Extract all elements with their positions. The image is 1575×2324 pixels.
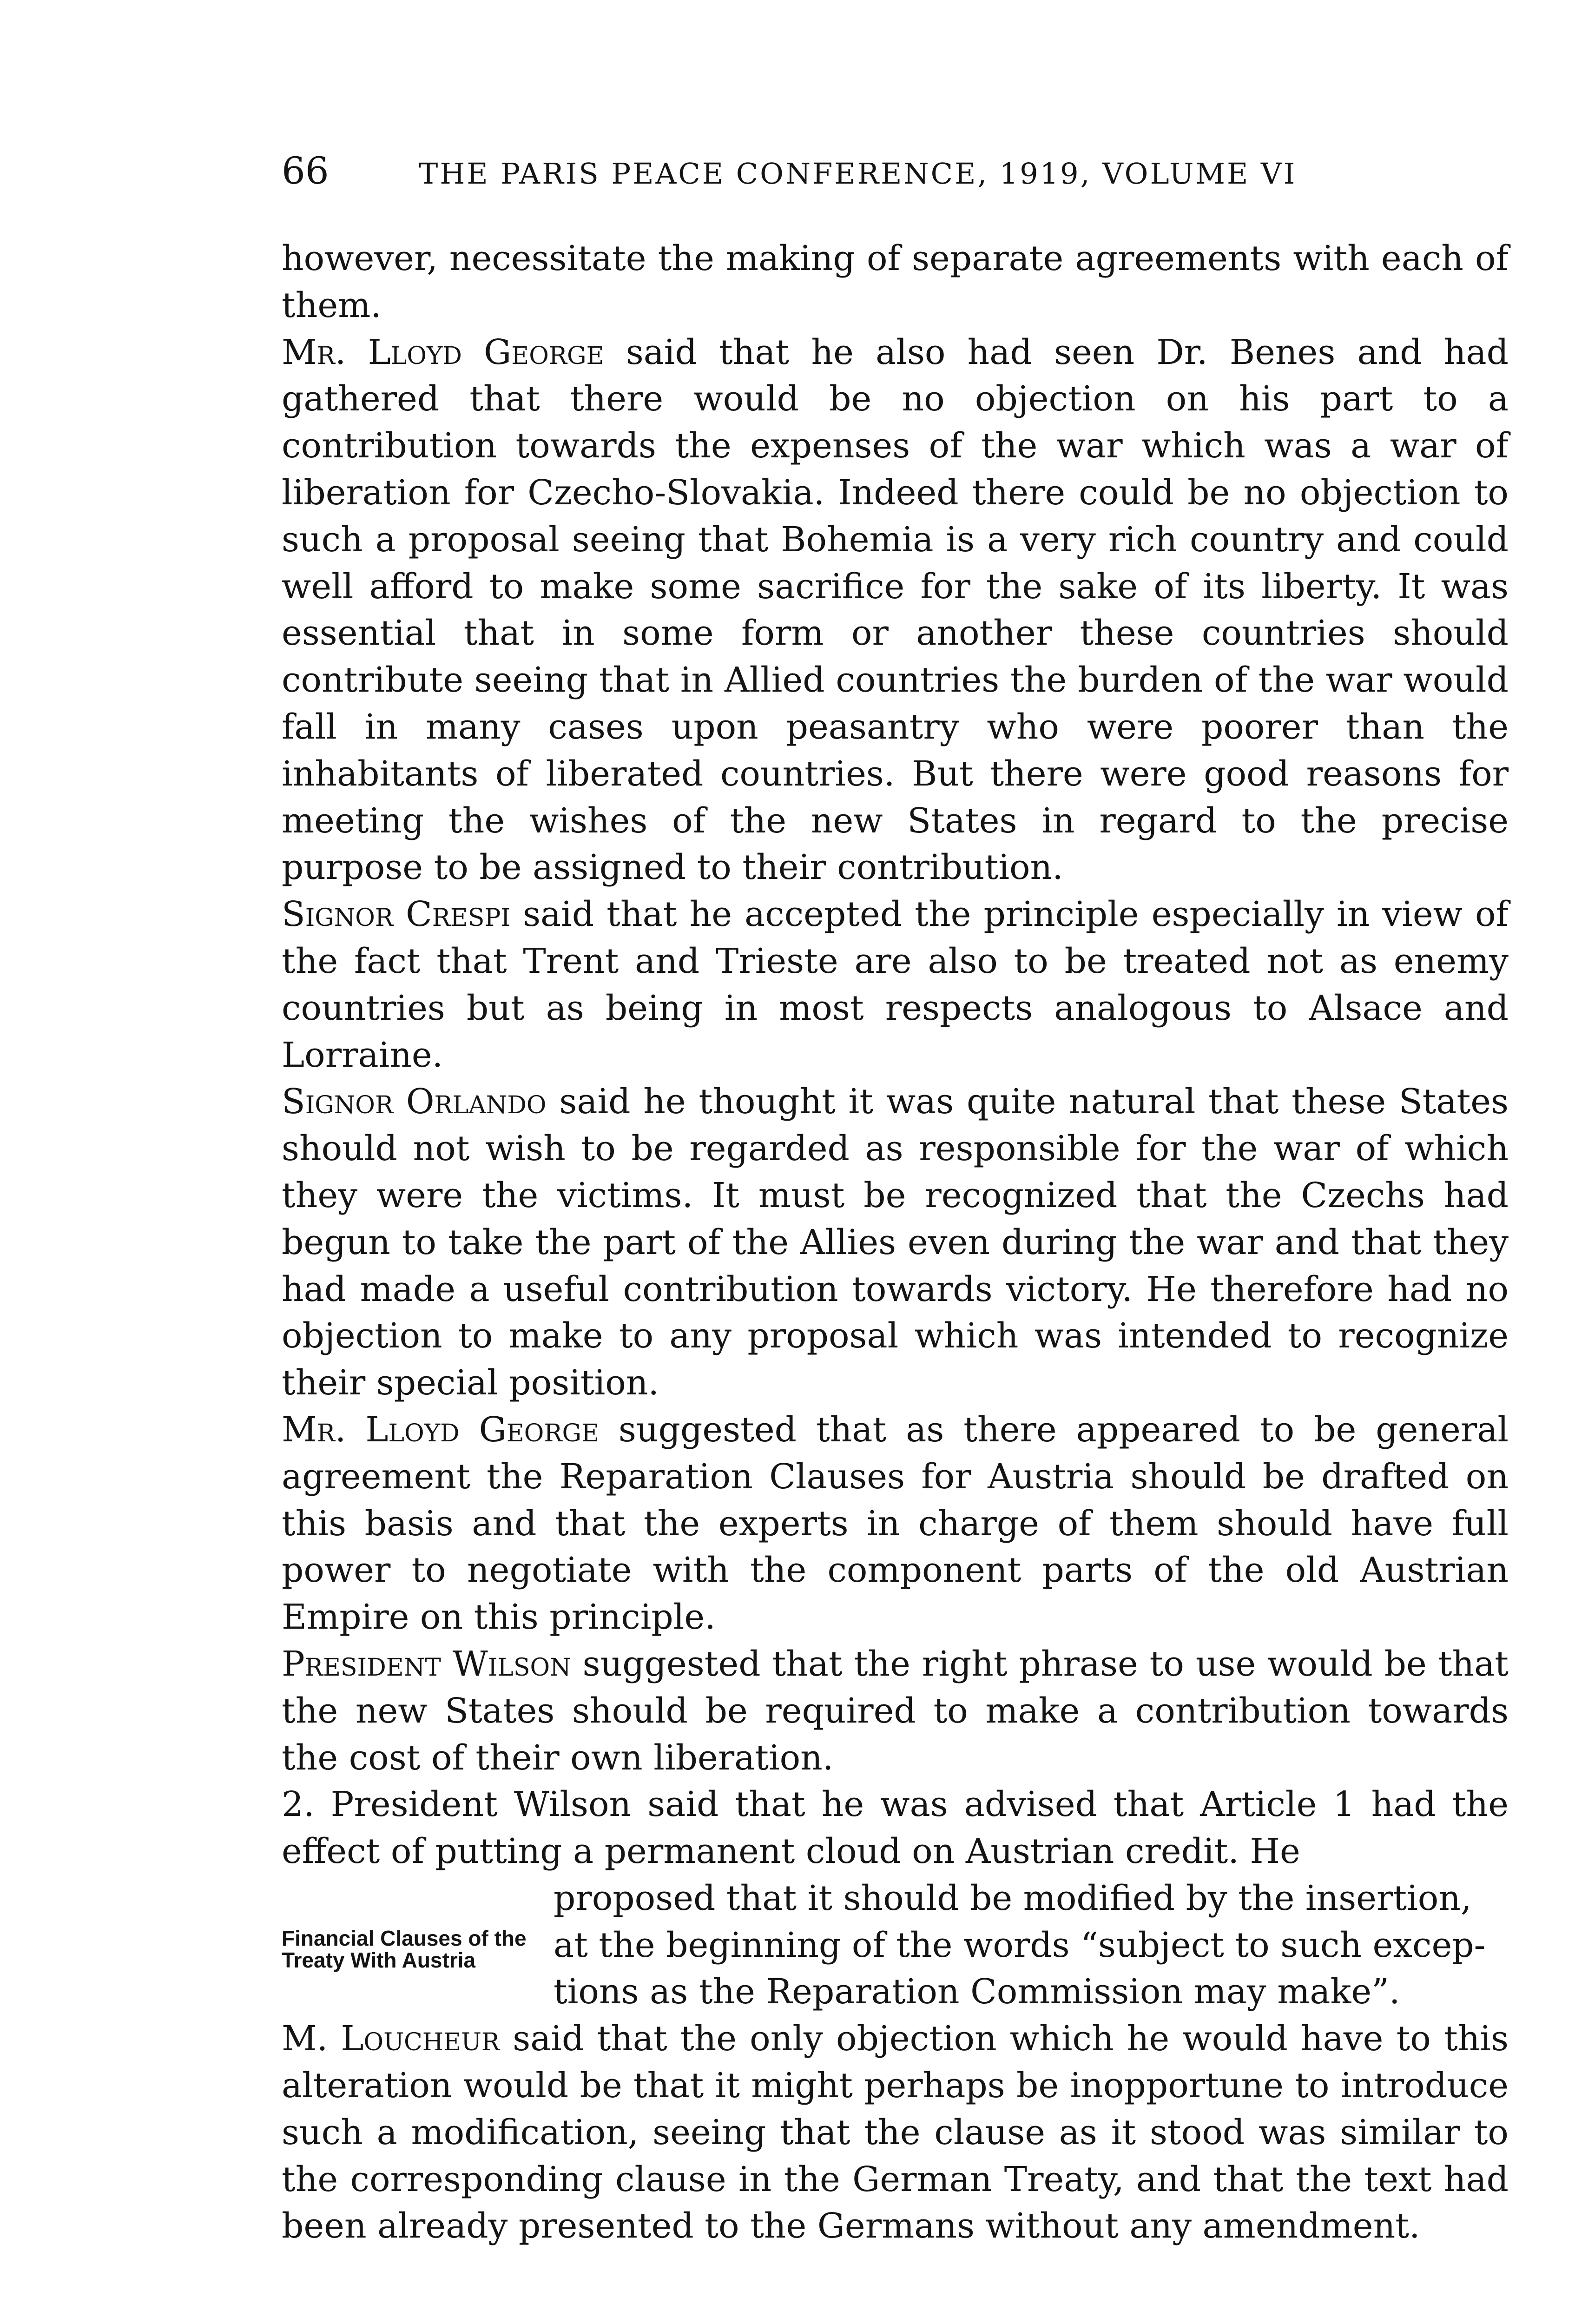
- paragraph: [282, 329, 1509, 891]
- text-line: proposed that it should be modified by the insertion,: [554, 1878, 1472, 1918]
- paragraph-text: 2. President Wilson said that he was advised that Article 1 had the effect of putting a permanent cloud on Austrian credit. He: [282, 1784, 1509, 1872]
- paragraph: [282, 1406, 1509, 1641]
- speaker-name: President Wilson: [282, 1644, 571, 1684]
- paragraph-text: suggested that as there appeared to be general agreement the Reparation Clauses for Austria should be drafted on this basis and that the experts in charge of them should have full power to negotiate with the component parts of the old Austrian Empire on this principle.: [282, 1409, 1509, 1637]
- speaker-name: Mr. Lloyd George: [282, 332, 604, 372]
- text-line: at the beginning of the words “subject to such excep-: [554, 1925, 1486, 1965]
- running-title: THE PARIS PEACE CONFERENCE, 1919, VOLUME VI: [419, 157, 1297, 191]
- paragraph-text: said that he accepted the principle especially in view of the fact that Trent and Trieste are also to be treated not as enemy countries but as being in most respects analogous to Alsace and Lorraine.: [282, 894, 1509, 1075]
- paragraph: [282, 2015, 1509, 2250]
- item-2-block: [282, 1781, 1509, 2015]
- paragraph: [282, 1078, 1509, 1406]
- paragraph-text: however, necessitate the making of separate agreements with each of them.: [282, 238, 1509, 325]
- paragraph-text: said that the only objection which he would have to this alteration would be that it might perhaps be inopportune to introduce such a modification, seeing that the clause as it stood was similar to the corresponding clause in the German Treaty, and that the text had been already presented to the Germans without any amendment.: [282, 2019, 1509, 2246]
- paragraph-text: suggested that the right phrase to use would be that the new States should be required to make a contribution towards the cost of their own liberation.: [282, 1644, 1509, 1778]
- paragraph: [282, 1641, 1509, 1781]
- marginal-heading: Financial Clauses of the Treaty With Austria: [282, 1926, 527, 1973]
- speaker-name: Mr. Lloyd George: [282, 1409, 600, 1450]
- speaker-name: Signor Crespi: [282, 894, 511, 935]
- speaker-name: M. Loucheur: [282, 2019, 500, 2059]
- paragraph-text: said he thought it was quite natural that these States should not wish to be regarded as responsible for the war of which they were the victims. It must be recognized that the Czechs had begun to take the part of the Allies even during the war and that they had made a useful contribution towards victory. He therefore had no objection to make to any proposal which was intended to recognize their special position.: [282, 1082, 1509, 1403]
- paragraph: [282, 1781, 1509, 1875]
- body-text: [282, 235, 1509, 2250]
- paragraph-text: said that he also had seen Dr. Benes and had gathered that there would be no objection on his part to a contribution towards the expenses of the war which was a war of liberation for Czecho-Slovakia. Indeed there could be no objection to such a proposal seeing that Bohemia is a very rich country and could well afford to make some sacrifice for the sake of its liberty. It was essential that in some form or another these countries should contribute seeing that in Allied countries the burden of the war would fall in many cases upon peasantry who were poorer than the inhabitants of liberated countries. But there were good reasons for meeting the wishes of the new States in regard to the precise purpose to be assigned to their contribution.: [282, 332, 1509, 888]
- paragraph: [282, 235, 1509, 329]
- page-number: 66: [282, 149, 329, 192]
- page-header: [282, 148, 1351, 194]
- paragraph: [282, 891, 1509, 1078]
- text-line: tions as the Reparation Commission may make”.: [554, 1972, 1400, 2012]
- speaker-name: Signor Orlando: [282, 1082, 547, 1122]
